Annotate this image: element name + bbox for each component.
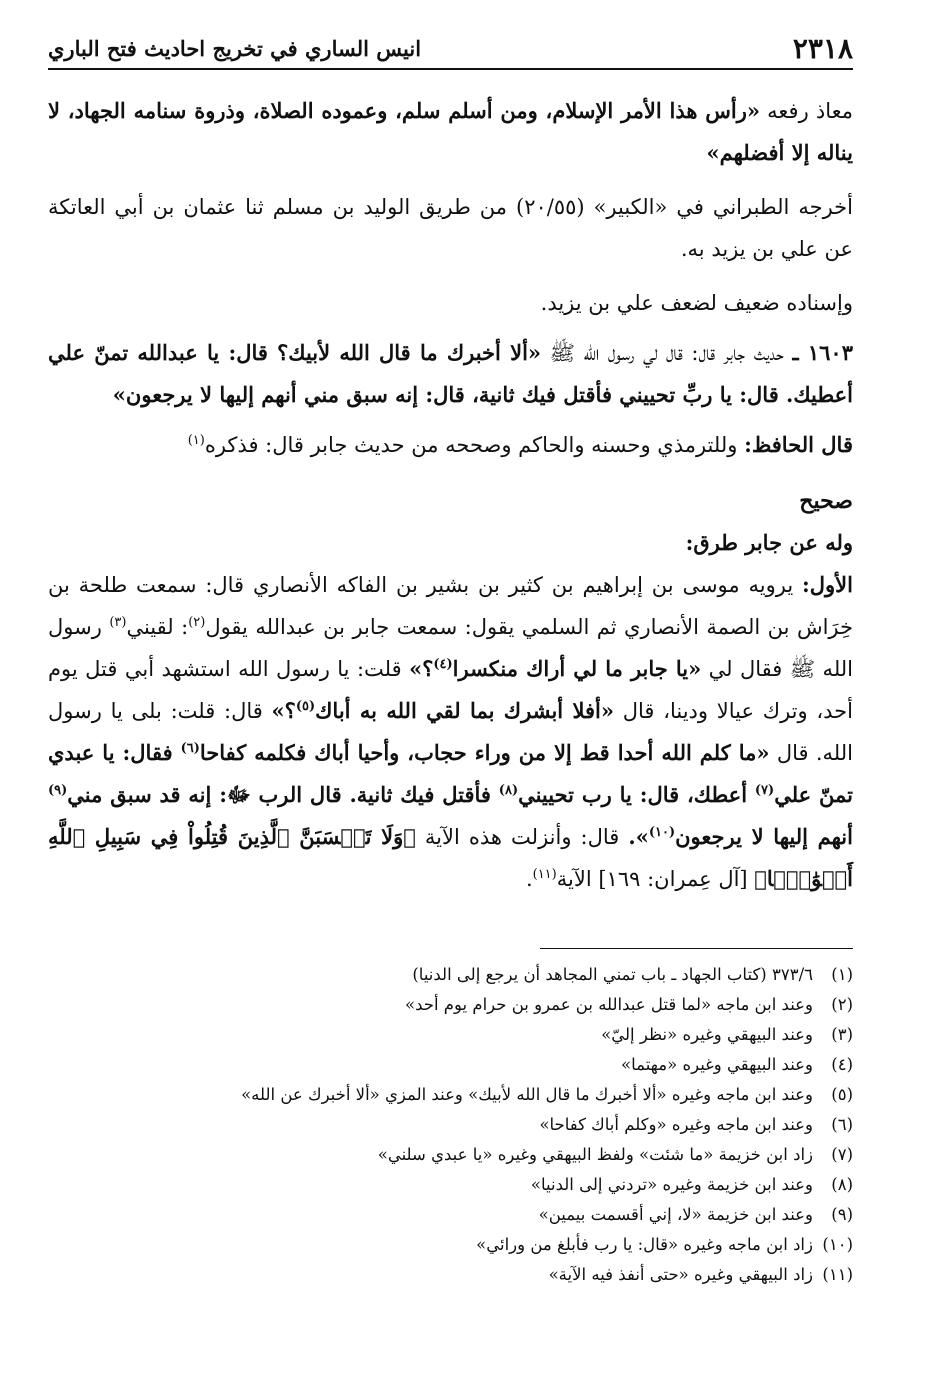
footnote-text: وعند ابن خزيمة وغيره «تردني إلى الدنيا» [530,1175,813,1194]
footnote-number: (١١) [822,1265,853,1284]
footnote-number: (٨) [831,1175,853,1194]
footnote-ref-6: (٦) [180,741,200,756]
paragraph-takhrij: أخرجه الطبراني في «الكبير» (٢٠/٥٥) من طريق الوليد بن مسلم ثنا عثمان بن أبي العاتكة عن علي بن يزيد به. [48,195,853,261]
footnote-ref-8: (٨) [498,783,519,798]
first-bold-3d: أنهم إليها لا يرجعون [675,824,853,849]
footnote-item [48,1080,853,1110]
grade-heading: صحيح [799,488,853,514]
first-bold-3: «ما كلم الله أحدا قط إلا من وراء حجاب، وأحيا أباك فكلمه كفاحا [199,740,770,765]
first-text-1: يرويه موسى بن إبراهيم بن كثير بن بشير بن الفاكه الأنصاري قال: سمعت طلحة بن خِرَاش بن الصمة الأنصاري ثم السلمي يقول: سمعت جابر بن عبدالله يقول [48,573,853,639]
page-header [48,30,853,66]
hafiz-label: قال الحافظ: [744,432,853,457]
first-text-6: قال: وأنزلت هذه الآية [415,825,629,849]
hadith-number: ١٦٠٣ ـ [792,340,853,365]
quran-verse: ﴿وَلَا تَحۡسَبَنَّ ٱلَّذِينَ قُتِلُواْ فِي سَبِيلِ ٱللَّهِ أَمۡوَٰتَۢا﴾ [48,824,853,891]
footnote-text: وعند البيهقي وغيره «مهتما» [621,1055,813,1074]
first-bold-1: «يا جابر ما لي أراك منكسرا [452,656,702,681]
footnote-text: زاد ابن خزيمة «ما شئت» ولفظ البيهقي وغيره «يا عبدي سلني» [377,1145,813,1164]
first-text-3: رسول الله ﷺ فقال لي [48,615,853,681]
footnote-item [48,1110,853,1140]
footnote-number: (١٠) [822,1235,853,1254]
hadith-1603 [48,332,853,416]
footnote-text: وعند ابن ماجه وغيره «وكلم أباك كفاحا» [539,1115,813,1134]
footnote-ref-11: (١١) [532,867,557,882]
footnote-number: (٤) [831,1055,853,1074]
footnote-item [48,1170,853,1200]
footnote-number: (٧) [831,1145,853,1164]
first-text-2: : لقيني [126,615,189,639]
footnote-ref-9: (٩) [48,783,68,798]
footnote-number: (٩) [831,1205,853,1224]
footnote-item [48,1140,853,1170]
footnote-text: وعند ابن ماجه وغيره «ألا أخبرك ما قال الله لأبيك» وعند المزي «ألا أخبرك عن الله» [241,1085,813,1104]
footnote-text: زاد ابن ماجه وغيره «قال: يا رب فأبلغ من ورائي» [476,1235,813,1254]
footnote-ref-10: (١٠) [648,825,676,840]
first-bold-1-end: ؟» [409,656,434,681]
footnote-number: (٦) [831,1115,853,1134]
footnote-text: وعند البيهقي وغيره «نظر إليّ» [601,1025,813,1044]
footnote-text: وعند ابن خزيمة «لا، إني أقسمت بيمين» [538,1205,813,1224]
footnote-item [48,1200,853,1230]
muadh-lead: معاذ رفعه [767,99,853,123]
footnotes [48,960,853,1290]
hadith-lead: حديث جابر قال: قال لي رسول الله ﷺ [549,341,784,365]
paragraph-muadh [48,90,853,174]
muadh-quote: «رأس هذا الأمر الإسلام، ومن أسلم سلم، وعموده الصلاة، وذروة سنامه الجهاد، لا يناله إلا أفضلهم» [48,98,853,165]
hafiz-statement [48,424,853,466]
footnote-item [48,990,853,1020]
first-bold-3a: فقال: يا عبدي تمنّ علي [48,740,853,807]
footnote-separator [540,948,853,949]
footnote-ref-4: (٤) [433,657,453,672]
first-bold-3b: أعطك، قال: يا رب تحييني [518,782,755,807]
footnote-ref-3: (٣) [109,615,127,630]
footnote-number: (١) [831,965,853,984]
footnote-item [48,1050,853,1080]
page-number: ٢٣١٨ [792,31,853,65]
first-text-8: . [525,867,533,891]
footnote-number: (٣) [831,1025,853,1044]
footnote-number: (٥) [831,1085,853,1104]
first-bold-3e: ». [628,824,649,849]
first-text-4: قلت: يا رسول الله استشهد أبي قتل يوم أحد، وترك عيالا ودينا، قال [48,657,853,723]
hadith-text: «ألا أخبرك ما قال الله لأبيك؟ قال: يا عبدالله تمنّ علي أعطيك. قال: يا ربِّ تحييني فأقتل فيك ثانية، قال: إنه سبق مني أنهم إليها لا يرجعون» [48,340,853,407]
first-route [48,564,853,900]
first-text-5: قال: قلت: بلى يا رسول الله. قال [48,699,853,765]
first-bold-2: «أفلا أبشرك بما لقي الله به أباك [315,698,615,723]
routes-heading: وله عن جابر طرق: [685,530,853,555]
running-title: انيس الساري في تخريج احاديث فتح الباري [48,35,422,61]
footnote-item [48,1260,853,1290]
footnote-item [48,960,853,990]
footnote-number: (٢) [831,995,853,1014]
footnote-ref-5: (٥) [295,699,316,714]
first-bold-3c: فأقتل فيك ثانية. قال الرب ﷻ: إنه قد سبق مني [67,782,499,807]
paragraph-isnad: وإسناده ضعيف لضعف علي بن يزيد. [540,291,853,315]
first-bold-2-end: ؟» [271,698,296,723]
footnote-ref-7: (٧) [754,783,775,798]
footnote-ref-1: (١) [187,433,205,448]
footnote-text: وعند ابن ماجه «لما قتل عبدالله بن عمرو بن حرام يوم أحد» [405,995,813,1014]
main-text [48,90,853,900]
footnote-item [48,1230,853,1260]
footnote-text: زاد البيهقي وغيره «حتى أنفذ فيه الآية» [548,1265,813,1284]
first-label: الأول: [802,572,853,597]
footnote-item [48,1020,853,1050]
footnote-ref-2: (٢) [188,615,206,630]
hafiz-text: وللترمذي وحسنه والحاكم وصححه من حديث جابر قال: فذكره [204,433,738,457]
footnote-text: ٣٧٣/٦ (كتاب الجهاد ـ باب تمني المجاهد أن يرجع إلى الدنيا) [412,965,813,984]
first-text-7: [آل عِمران: ١٦٩] الآية [556,867,755,891]
header-rule [48,68,853,70]
